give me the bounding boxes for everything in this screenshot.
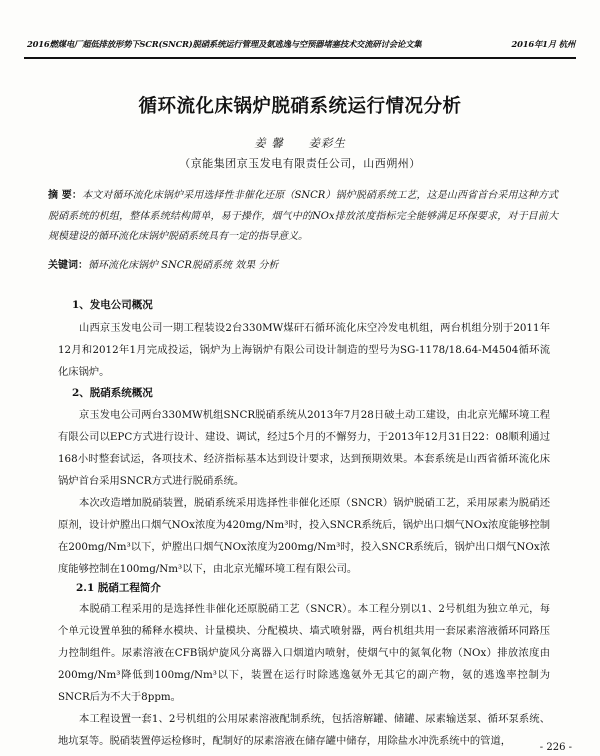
header-conference-title: 2016燃煤电厂超低排放形势下SCR(SNCR)脱硝系统运行管理及氨逃逸与空预器堵塞技术交流研讨会论文集 [27, 39, 422, 49]
keywords-label: 关键词： [48, 260, 88, 271]
author-name: 姜彩生 [308, 136, 346, 150]
author-affiliation: （京能集团京玉发电有限责任公司，山西朔州） [179, 157, 421, 170]
body-paragraph: 本脱硝工程采用的是选择性非催化还原脱硝工艺（SNCR）。本工程分别以1、2号机组为独立单元，每个单元设置单独的稀释水模块、计量模块、分配模块、墙式喷射器，两台机组共用一套尿素溶液循环同路压力控制组件。尿素溶液在CFB锅炉旋风分离器入口烟道内喷射，使烟气中的氮氧化物（NOx）排放浓度由200mg/Nm³降低到100mg/Nm³以下，装置在运行时除逃逸氨外无其它的副产物，氨的逃逸率控制为SNCR后为不大于8ppm。 [58, 603, 550, 704]
body-paragraph: 本次改造增加脱硝装置，脱硝系统采用选择性非催化还原（SNCR）锅炉脱硝工艺，采用尿素为脱硝还原剂，设计炉膛出口烟气NOx浓度为420mg/Nm³时，投入SNCR系统后，锅炉出口烟气NOx浓度能够控制在200mg/Nm³以下，炉膛出口烟气NOx浓度为200mg/Nm³时，投入SNCR系统后，锅炉出口烟气NOx浓度能够控制在100mg/Nm³以下，由北京光耀环境工程有限公司。 [58, 497, 550, 576]
body-paragraph: 山西京玉发电公司一期工程装设2台330MW煤矸石循环流化床空冷发电机组，两台机组分别于2011年12月和2012年1月完成投运，锅炉为上海锅炉有限公司设计制造的型号为SG-1178/18.64-M4504循环流化床锅炉。 [58, 322, 550, 379]
abstract-label: 摘 要： [48, 190, 82, 201]
header-date-location: 2016年1月 杭州 [511, 39, 575, 49]
abstract-text: 本文对循环流化床锅炉采用选择性非催化还原（SNCR）锅炉脱硝系统工艺，这是山西省首台采用这种方式脱硝系统的机组，整体系统结构简单，易于操作，烟气中的NOx排放浓度指标完全能够满足环保要求，对于目前大规模建设的循环流化床锅炉脱硝系统具有一定的指导意义。 [48, 190, 559, 242]
subsection-heading: 2.1 脱硝工程简介 [76, 582, 161, 594]
body-paragraph: 京玉发电公司两台330MW机组SNCR脱硝系统从2013年7月28日破土动工建设，由北京光耀环境工程有限公司以EPC方式进行设计、建设、调试，经过5个月的不懈努力，于2013年12月31日22：08顺利通过168小时整套试运，各项技术、经济指标基本达到设计要求，达到预期效果。本套系统是山西省循环流化床锅炉首台采用SNCR方式进行脱硝系统。 [58, 409, 550, 488]
section-heading: 1、发电公司概况 [72, 299, 153, 311]
paper-title: 循环流化床锅炉脱硝系统运行情况分析 [138, 96, 462, 117]
page-number: - 226 - [539, 742, 572, 753]
header-rule [24, 57, 576, 59]
keywords [48, 256, 558, 271]
keywords-text: 循环流化床锅炉 SNCR脱硝系统 效果 分析 [88, 260, 279, 271]
author-name: 姜 馨 [254, 136, 284, 150]
author-list [0, 135, 600, 151]
running-header [27, 38, 575, 50]
body-paragraph: 本工程设置一套1、2号机组的公用尿素溶液配制系统，包括溶解罐、储罐、尿素输送泵、循环泵系统、地坑泵等。脱硝装置停运检修时，配制好的尿素溶液在储存罐中储存，用除盐水冲洗系统中的管道， [58, 713, 550, 748]
section-heading: 2、脱硝系统概况 [72, 387, 153, 399]
abstract [48, 186, 558, 248]
